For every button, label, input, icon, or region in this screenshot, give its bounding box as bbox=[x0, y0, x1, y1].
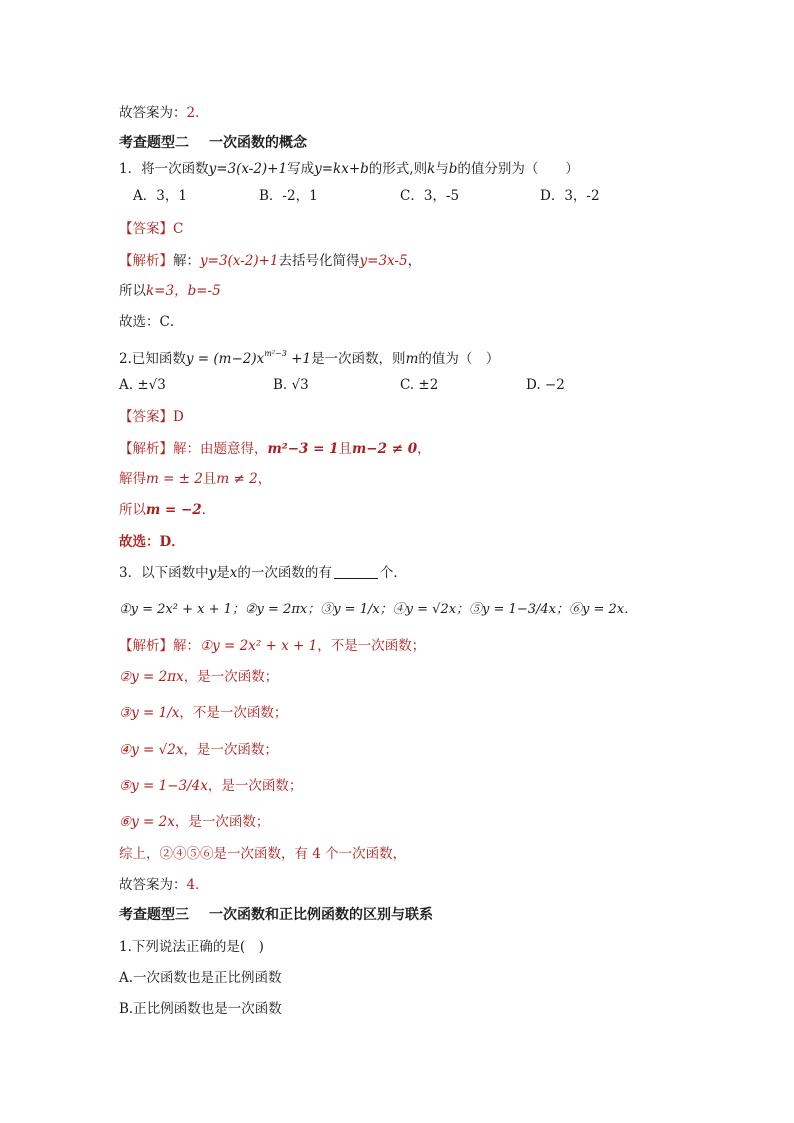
answer-value: 4． bbox=[186, 877, 209, 893]
function-expression: ③y = 1/x bbox=[119, 705, 180, 721]
option-b: B. √3 bbox=[273, 377, 309, 393]
stem-expression: +1 bbox=[286, 351, 312, 367]
var-m: m bbox=[405, 351, 419, 367]
question-3-analysis-item bbox=[119, 777, 302, 795]
section-heading-2 bbox=[119, 134, 307, 152]
so-text: 所以 bbox=[119, 283, 146, 299]
stem-text: 的形式,则 bbox=[368, 161, 428, 177]
stem-expression: y = (m−2)x bbox=[185, 351, 265, 367]
var-y: y bbox=[208, 565, 217, 581]
stem-text: 是一次函数，则 bbox=[311, 351, 406, 367]
function-verdict: ，不是一次函数； bbox=[317, 638, 426, 654]
question-3-final-answer bbox=[119, 876, 209, 894]
summary-count: 4 bbox=[308, 846, 326, 862]
option-c: C. ±2 bbox=[400, 377, 439, 393]
analysis-label: 【解析】 bbox=[119, 441, 173, 457]
stem-text: 的值为（ ） bbox=[418, 351, 500, 367]
function-expression: ②y = 2πx bbox=[119, 669, 184, 685]
var-b: b bbox=[448, 161, 458, 177]
solve-comma: ， bbox=[257, 471, 272, 487]
option-a: A. ±√3 bbox=[119, 377, 166, 393]
so-text: 所以 bbox=[119, 502, 146, 518]
function-expression: ⑥y = 2x bbox=[119, 814, 175, 830]
so-value: m = −2 bbox=[146, 502, 202, 518]
solve-text: 解得 bbox=[119, 471, 146, 487]
question-2-stem bbox=[119, 345, 499, 368]
answer-label: 【答案】 bbox=[119, 409, 173, 425]
condition-2: m−2 ≠ 0 bbox=[352, 441, 418, 457]
stem-text: 的一次函数的有 bbox=[237, 565, 332, 581]
stem-text: 个． bbox=[379, 565, 407, 581]
option-a: A．3，1 bbox=[133, 188, 187, 204]
stem-text: 1．将一次函数 bbox=[119, 161, 209, 177]
answer-prefix: 故答案为： bbox=[119, 105, 187, 121]
section-label: 考查题型三 bbox=[119, 907, 189, 923]
question-2-choose: 故选：D． bbox=[119, 534, 185, 550]
option-b: B.正比例函数也是一次函数 bbox=[119, 1001, 282, 1017]
solve-and: 且 bbox=[202, 471, 217, 487]
question-3-analysis-item bbox=[119, 813, 269, 831]
stem-form: y=kx+b bbox=[314, 161, 369, 177]
analysis-intro: 解： bbox=[173, 638, 200, 654]
question-1-choose: 故选：C． bbox=[119, 314, 184, 330]
question-4-stem: 1.下列说法正确的是( ) bbox=[119, 939, 264, 955]
analysis-text: 去括号化简得 bbox=[278, 253, 360, 269]
question-3-analysis-item bbox=[119, 704, 287, 722]
answer-blank bbox=[334, 566, 378, 579]
solve-a: m = ± 2 bbox=[146, 471, 203, 487]
stem-text: 写成 bbox=[287, 161, 315, 177]
question-3-stem bbox=[119, 564, 407, 582]
function-verdict: ，是一次函数； bbox=[183, 742, 278, 758]
option-d: D．3，-2 bbox=[540, 188, 600, 204]
analysis-comma: ， bbox=[417, 441, 431, 457]
answer-value: C bbox=[173, 221, 184, 237]
question-2-solve bbox=[119, 470, 271, 488]
question-2-answer bbox=[119, 408, 184, 426]
stem-text: 与 bbox=[435, 161, 449, 177]
question-3-analysis-item bbox=[119, 668, 278, 686]
question-2-analysis bbox=[119, 440, 431, 458]
section-title: 一次函数和正比例函数的区别与联系 bbox=[209, 907, 433, 923]
function-verdict: ，是一次函数； bbox=[183, 669, 279, 685]
option-b: B．-2，1 bbox=[259, 188, 318, 204]
prev-answer-line bbox=[119, 104, 209, 122]
so-end: ． bbox=[201, 502, 216, 518]
var-x: x bbox=[229, 565, 238, 581]
function-verdict: ，是一次函数； bbox=[174, 814, 270, 830]
question-3-functions: ①y = 2x² + x + 1；②y = 2πx；③y = 1/x；④y = √2x；⑤y = 1−3/4x；⑥y = 2x． bbox=[119, 602, 638, 617]
section-title: 一次函数的概念 bbox=[209, 135, 307, 151]
analysis-result: y=3x-5 bbox=[359, 253, 408, 269]
stem-text: 3．以下函数中 bbox=[119, 565, 209, 581]
question-2-so bbox=[119, 501, 215, 519]
var-k: k bbox=[427, 161, 436, 177]
function-expression: ①y = 2x² + x + 1 bbox=[200, 638, 318, 654]
analysis-label: 【解析】 bbox=[119, 638, 173, 654]
function-verdict: ，是一次函数； bbox=[207, 778, 303, 794]
summary-text: 个一次函数， bbox=[325, 846, 407, 862]
stem-text: 的值分别为（ ） bbox=[457, 161, 579, 177]
so-values: k=3，b=-5 bbox=[146, 283, 221, 299]
function-verdict: ，不是一次函数； bbox=[179, 705, 288, 721]
analysis-text: ， bbox=[407, 253, 422, 269]
stem-exponent: m²−3 bbox=[264, 349, 287, 358]
option-c: C．3，-5 bbox=[400, 188, 460, 204]
answer-value: D bbox=[173, 409, 184, 425]
function-expression: ④y = √2x bbox=[119, 742, 184, 758]
answer-value: 2． bbox=[186, 105, 209, 121]
stem-text: 2.已知函数 bbox=[119, 351, 186, 367]
answer-label: 【答案】 bbox=[119, 221, 173, 237]
question-1-answer bbox=[119, 220, 183, 238]
analysis-label: 【解析】 bbox=[119, 253, 173, 269]
option-d: D. −2 bbox=[526, 377, 565, 393]
question-3-summary bbox=[119, 845, 406, 863]
analysis-expression: y=3(x-2)+1 bbox=[200, 253, 279, 269]
question-3-analysis-item bbox=[119, 637, 425, 655]
solve-b: m ≠ 2 bbox=[216, 471, 258, 487]
section-label: 考查题型二 bbox=[119, 135, 189, 151]
question-3-analysis-item bbox=[119, 741, 278, 759]
question-1-so bbox=[119, 282, 221, 300]
analysis-text: 解：由题意得， bbox=[173, 441, 268, 457]
question-1-stem bbox=[119, 160, 579, 178]
analysis-text: 解： bbox=[173, 253, 200, 269]
analysis-and: 且 bbox=[338, 441, 353, 457]
function-expression: ⑤y = 1−3/4x bbox=[119, 778, 208, 794]
question-1-analysis bbox=[119, 252, 421, 270]
answer-prefix: 故答案为： bbox=[119, 877, 187, 893]
stem-function: y=3(x-2)+1 bbox=[208, 161, 288, 177]
condition-1: m²−3 = 1 bbox=[267, 441, 339, 457]
section-heading-3 bbox=[119, 906, 433, 924]
option-a: A.一次函数也是正比例函数 bbox=[119, 970, 282, 986]
summary-text: 综上，②④⑤⑥是一次函数，有 bbox=[119, 846, 308, 862]
stem-text: 是 bbox=[216, 565, 230, 581]
